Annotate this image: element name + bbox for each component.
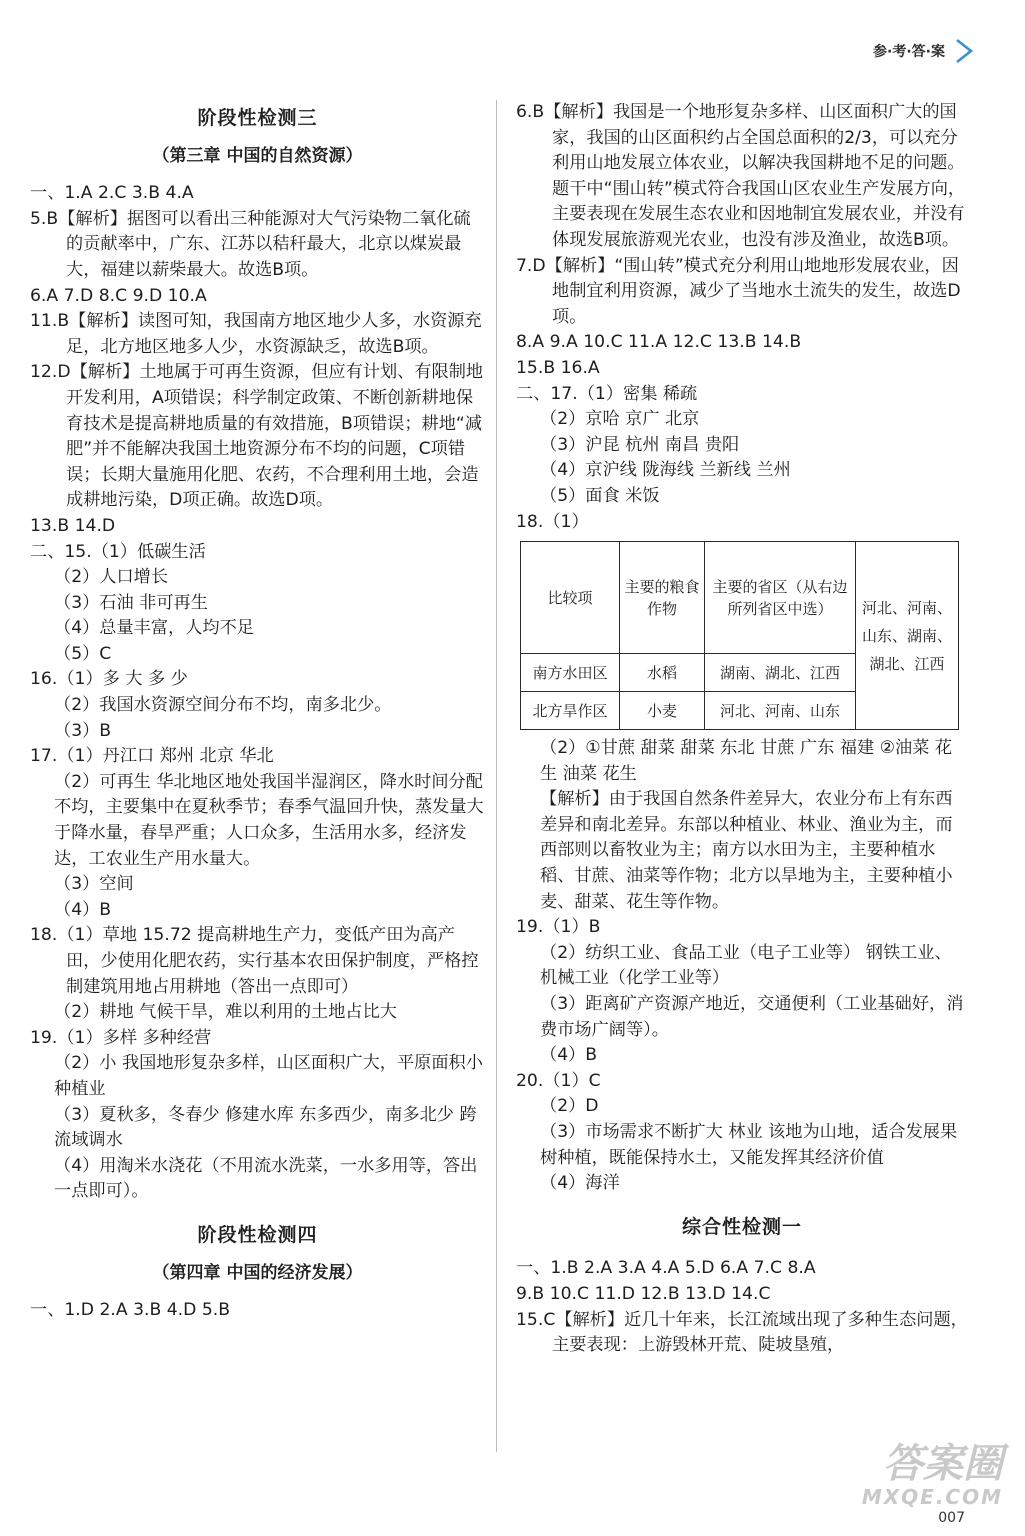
answer-subitem: （2）可再生 华北地区地处我国半湿润区，降水时间分配不均，主要集中在夏秋季节；春季气温回升快，蒸发量大于降水量，春旱严重；人口众多，生活用水多，经济发达，工农业生产用水量大。: [54, 771, 484, 869]
answer-item: 5.B【解析】据图可以看出三种能源对大气污染物二氧化硫的贡献率中，广东、江苏以秸秆最大，北京以煤炭最大，福建以薪柴最大。故选B项。: [30, 208, 471, 280]
section-subtitle: （第四章 中国的经济发展）: [152, 1262, 363, 1283]
answer-line: 18.（1）: [516, 511, 589, 532]
right-column-bottom: [516, 736, 968, 1359]
header-label: 参·考·答·案: [873, 44, 945, 60]
page-number: 007: [938, 1510, 965, 1526]
answer-subitem: （5）面食 米饭: [540, 485, 660, 506]
left-column: [30, 100, 485, 1324]
section-subtitle: （第三章 中国的自然资源）: [152, 145, 363, 166]
answer-item: 18.（1）草地 15.72 提高耕地生产力，变低产田为高产田，少使用化肥农药，实行基本农田保护制度，严格控制建筑用地占用耕地（答出一点即可）: [30, 925, 479, 997]
answer-item: 12.D【解析】土地属于可再生资源，但应有计划、有限制地开发利用，A项错误；科学制定政策、不断创新耕地保育技术是提高耕地质量的有效措施，B项错误；耕地“减肥”并不能解决我国土地资源分布不均的问题，C项错误；长期大量施用化肥、农药，不合理利用土地，会造成耕地污染，D项正确。故选D项。: [30, 362, 484, 511]
answer-line: 16.（1）多 大 多 少: [30, 669, 188, 690]
answer-subitem: （4）B: [54, 899, 112, 920]
answer-line: 17.（1）丹江口 郑州 北京 华北: [30, 746, 274, 767]
answer-line: 二、17.（1）密集 稀疏: [516, 383, 698, 404]
answer-line: 19.（1）多样 多种经营: [30, 1027, 212, 1048]
right-column: [516, 100, 968, 1359]
table-header-cell: 比较项: [521, 542, 620, 654]
answer-item: 15.C【解析】近几十年来，长江流域出现了多种生态问题，主要表现：上游毁林开荒、陡坡垦殖，: [516, 1309, 968, 1356]
answer-item: 7.D【解析】“围山转”模式充分利用山地地形发展农业，因地制宜利用资源，减少了当地水土流失的发生，故选D项。: [516, 255, 961, 327]
answer-subitem: （2）小 我国地形复杂多样，山区面积广大，平原面积小 种植业: [54, 1053, 483, 1099]
answer-line: 8.A 9.A 10.C 11.A 12.C 13.B 14.B: [516, 332, 802, 353]
answer-subitem: 【解析】由于我国自然条件差异大，农业分布上有东西差异和南北差异。东部以种植业、林业、渔业为主，而西部则以畜牧业为主；南方以水田为主，主要种植水稻、甘蔗、油菜等作物；北方以旱地为主，主要种植小麦、甜菜、花生等作物。: [540, 789, 953, 912]
answer-line: 二、15.（1）低碳生活: [30, 541, 206, 562]
table-cell: 河北、河南、山东: [705, 692, 856, 730]
answer-subitem: （5）C: [54, 643, 112, 664]
answer-line: 一、1.A 2.C 3.B 4.A: [30, 183, 194, 204]
right-column-top: [516, 100, 968, 535]
answer-subitem: （2）京哈 京广 北京: [540, 409, 700, 430]
table-header-cell: 主要的粮食作物: [620, 542, 705, 654]
table-cell: 小麦: [620, 692, 705, 730]
answer-subitem: （3）空间: [54, 874, 134, 895]
watermark-url: MXQE.COM: [861, 1485, 1003, 1509]
answer-subitem: （2）耕地 气候干旱，难以利用的土地占比大: [54, 1002, 397, 1023]
answer-line: 20.（1）C: [516, 1070, 601, 1091]
answer-line: 一、1.B 2.A 3.A 4.A 5.D 6.A 7.C 8.A: [516, 1258, 816, 1279]
answer-subitem: （4）B: [540, 1045, 598, 1066]
table-cell: 南方水田区: [521, 654, 620, 692]
answer-subitem: （4）海洋: [540, 1173, 620, 1194]
answer-subitem: （2）①甘蔗 甜菜 甜菜 东北 甘蔗 广东 福建 ②油菜 花生 油菜 花生: [540, 738, 953, 784]
section-title: 综合性检测一: [681, 1215, 802, 1238]
answer-subitem: （4）京沪线 陇海线 兰新线 兰州: [540, 460, 791, 481]
answer-subitem: （4）总量丰富，人均不足: [54, 618, 254, 639]
answer-line: 13.B 14.D: [30, 515, 116, 536]
province-list-cell: 河北、河南、山东、湖南、湖北、江西: [856, 542, 959, 730]
section-title: 阶段性检测四: [197, 1223, 318, 1246]
table-cell: 北方旱作区: [521, 692, 620, 730]
answer-line: 15.B 16.A: [516, 357, 600, 378]
table-cell: 水稻: [620, 654, 705, 692]
answer-item: 6.B【解析】我国是一个地形复杂多样、山区面积广大的国家，我国的山区面积约占全国总面积的2/3，可以充分利用山地发展立体农业，以解决我国耕地不足的问题。题干中“围山转”模式符合我国山区农业生产发展方向，主要表现在发展生态农业和因地制宜发展农业，并没有体现发展旅游观光农业，也没有涉及渔业，故选B项。: [516, 102, 966, 250]
answer-line: 9.B 10.C 11.D 12.B 13.D 14.C: [516, 1283, 771, 1304]
answer-subitem: （4）用淘米水浇花（不用流水洗菜，一水多用等，答出一点即可）。: [54, 1155, 478, 1202]
answer-subitem: （3）市场需求不断扩大 林业 该地为山地，适合发展果树种植，既能保持水土，又能发挥其经济价值: [540, 1122, 958, 1168]
answer-subitem: （3）沪昆 杭州 南昌 贵阳: [540, 434, 740, 455]
watermark: [833, 1441, 1003, 1522]
table-cell: 湖南、湖北、江西: [705, 654, 856, 692]
answer-line: 19.（1）B: [516, 917, 601, 938]
answer-subitem: （2）我国水资源空间分布不均，南多北少。: [54, 695, 392, 716]
section-title: 阶段性检测三: [197, 107, 318, 129]
answer-subitem: （3）石油 非可再生: [54, 592, 208, 613]
watermark-logo: 答案圈: [883, 1441, 1003, 1487]
answer-subitem: （2）纺织工业、食品工业（电子工业等） 钢铁工业、机械工业（化学工业等）: [540, 942, 952, 989]
comparison-table: [520, 541, 959, 730]
column-divider: [496, 100, 497, 1452]
answer-subitem: （3）距离矿产资源产地近，交通便利（工业基础好，消费市场广阔等）。: [540, 994, 964, 1040]
answer-subitem: （2）人口增长: [54, 567, 169, 588]
answer-subitem: （3）B: [54, 720, 112, 741]
answer-line: 6.A 7.D 8.C 9.D 10.A: [30, 285, 207, 306]
chevron-right-icon: [953, 38, 975, 64]
answer-item: 11.B【解析】读图可知，我国南方地区地少人多，水资源充足，北方地区地多人少，水资源缺乏，故选B项。: [30, 311, 482, 357]
table-header-cell: 主要的省区（从右边所列省区中选）: [705, 542, 856, 654]
answer-subitem: （3）夏秋多，冬春少 修建水库 东多西少，南多北少 跨流域调水: [54, 1104, 477, 1151]
answer-subitem: （2）D: [540, 1096, 599, 1117]
answer-line: 一、1.D 2.A 3.B 4.D 5.B: [30, 1300, 231, 1321]
page-header: [873, 38, 975, 64]
